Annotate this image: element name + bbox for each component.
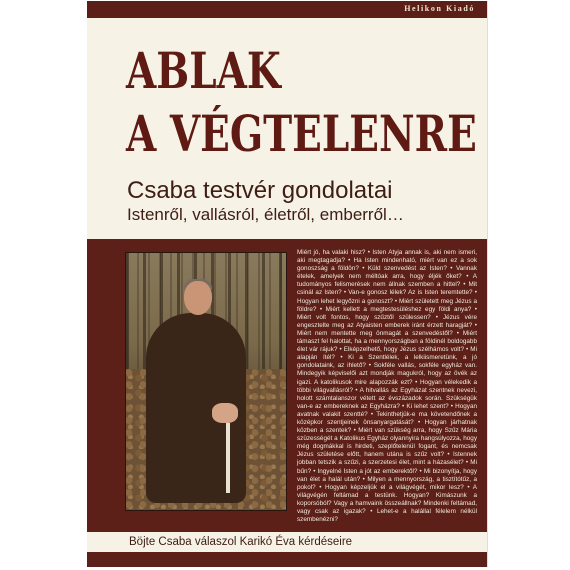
publisher-name: Helikon Kiadó	[404, 4, 475, 13]
subtitle-line-1: Csaba testvér gondolatai	[127, 177, 393, 204]
monk-hands	[212, 403, 238, 423]
middle-band	[87, 239, 487, 532]
top-band	[87, 1, 487, 18]
bottom-band	[87, 552, 487, 567]
title-line-1: ABLAK	[126, 41, 281, 100]
title-line-2: A VÉGTELENRE	[126, 104, 477, 163]
monk-face	[184, 281, 212, 315]
questions-text: Miért jó, ha valaki hisz? • Isten Atyja annak is, aki nem ismeri, aki megtagadja? • Ha Isten mindenható, miért van ez a sok gonoszság a földön? • Küld szenvedést az Isten? • Vannak ételek, amelyek nem méltóak arra, hogy éljék őket? • A tudományos felismerések nem állnak szemben a hittel? • Mit csinál az Isten? • Van-e gonosz lélek? Az is Isten teremtette? • Hogyan lehet legyőzni a gonoszt? • Miért született meg Jézus a földre? • Miért kellett a megtestesüléshez egy földi anya? • Miért volt fontos, hogy szűztől szülessen? • Jézus vére engesztelte meg az Atyaisten emberek iránt érzett haragját? • Miért nem mentette meg önmagát a szenvedéstől? • Miért támaszt fel halottat, ha a mennyországban a földinél boldogabb élet vár rájuk? • Elképzelhető, hogy Jézus szélhámos volt? • Mi alapján ítél? • Ki a Szentlélek, a lelkiismeretünk, a jó gondolataink, az ihlető? • Sokféle vallás, sokféle egyház van. Mindegyik képviselői azt mondják magukról, hogy az övék az igazi. A katolikusok mire alapozzák ezt? • Hogyan vélekedik a többi világvallásról? • A hitvallás az Egyházat szentnek nevezi, holott számtalanszor vétett az évszázadok során. Szükségük van-e az embereknek az Egyházra? • Ki lehet szent? • Hogyan avatnak valakit szentté? • Tekinthetjük-e ma követendőnek a középkor szentjeinek önsanyargatását? • Hogyan járhatnak közben a szentek? • Miért van szükség arra, hogy Szűz Mária szüzességét a Katolikus Egyház olyannyira hangsúlyozza, hogy még dogmákkal is hirdeti, szeplőtelenül fogant, és nemcsak Jézus születése előtt, hanem utána is szűz volt? • Istennek jobban tetszik a szűzi, a szerzetesi élet, mint a házasélet? • Mi bűn? • Ingyelné Isten a jót az emberektől? • Mi bizonyítja, hogy van élet a halál után? • Milyen a mennyország, a tisztítótűz, a pokol? • Hogyan képzeljük el a világvégét, mikor lesz? • A világvégén feltámad a testünk. Hogyan? Kimászunk a koporsóból? Vagy a hamvaink összeállnak? Mindenki feltámad, vagy csak az igazak? • Lehet-e a halállal félelem nélkül szembenézni?	[297, 249, 477, 524]
author-line: Böjte Csaba válaszol Karikó Éva kérdéseire	[129, 536, 353, 548]
monk-rope-belt	[226, 423, 230, 493]
book-cover	[87, 1, 487, 567]
subtitle-line-2: Istenről, vallásról, életről, emberről…	[127, 205, 404, 224]
cover-photo	[125, 252, 287, 511]
